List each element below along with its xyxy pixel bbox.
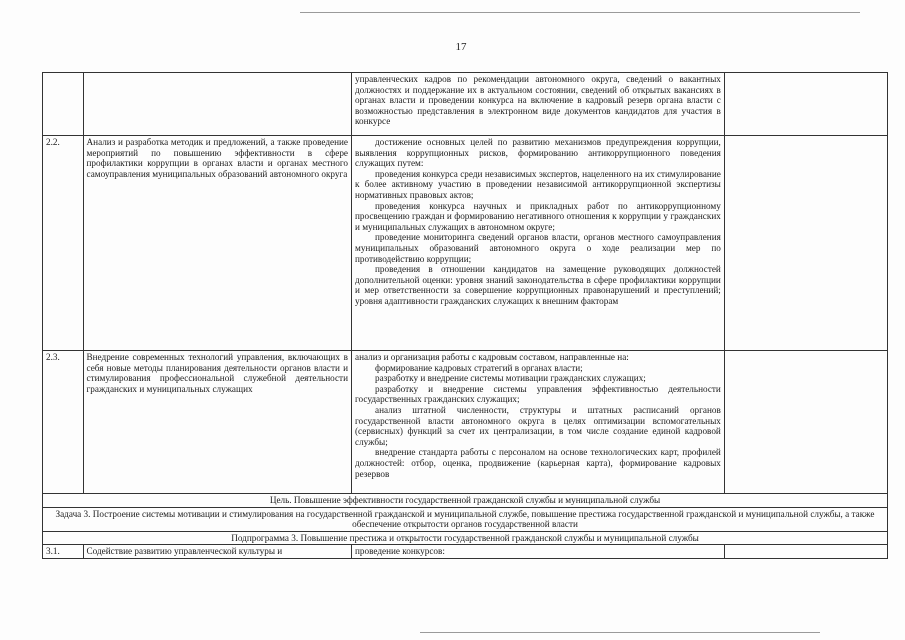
action-paragraph: анализ штатной численности, структуры и штатных расписаний органов государственной власти автономного округа в целях оптимизации вспомогательных (сервисных) функций за счет их централизации, в том числе создание единой кадровой службы; (355, 404, 721, 447)
action-paragraph: проведения конкурса научных и прикладных работ по антикоррупционному просвещению граждан и формированию негативного отношения к коррупции у гражданских и муниципальных служащих в автономном округе; (355, 200, 721, 232)
action-paragraph: формирование кадровых стратегий в органах власти; (375, 362, 583, 373)
goal-row (43, 494, 888, 508)
subprogram-row (43, 531, 888, 545)
measure-name (83, 73, 351, 136)
task-row (43, 507, 888, 531)
measure-actions (352, 351, 725, 494)
table-row-continuation (43, 73, 888, 136)
action-paragraph: разработку и внедрение системы управления эффективностью деятельности государственных гражданских служащих; (355, 383, 721, 405)
row-number: 2.2. (43, 136, 84, 351)
action-paragraph: внедрение стандарта работы с персоналом на основе технологических карт, профилей должностей: отбор, оценка, продвижение (карьерная карта), формирование кадровых резервов (355, 447, 721, 479)
measure-actions (352, 73, 725, 136)
measure-name: Содействие развитию управленческой культуры и (83, 545, 351, 559)
action-paragraph: проведения конкурса среди независимых экспертов, нацеленного на их стимулирование к более активному участию в проведении независимой антикоррупционной экспертизы нормативных правовых актов; (355, 168, 721, 200)
action-paragraph: проведения в отношении кандидатов на замещение руководящих должностей дополнительной оценки: уровня знаний законодательства в сфере профилактики коррупции и мер ответственности за совершение коррупционных правонарушений и преступлений; уровня адаптивности гражданских служащих к внешним факторам (355, 264, 721, 306)
action-paragraph: анализ и организация работы с кадровым составом, направленные на: (355, 352, 629, 362)
program-table (42, 72, 888, 559)
subprogram-heading: Подпрограмма 3. Повышение престижа и открытости государственной гражданской службы и муниципальной службы (43, 531, 888, 545)
action-paragraph: проведение мониторинга сведений органов власти, органов местного самоуправления муниципальных образований автономного округа о ходе реализации мер по противодействию коррупции; (355, 232, 721, 264)
table-row-2-2 (43, 136, 888, 351)
empty-cell (724, 545, 887, 559)
row-number: 3.1. (43, 545, 84, 559)
action-paragraph: разработку и внедрение системы мотивации гражданских служащих; (375, 373, 646, 384)
row-number (43, 73, 84, 136)
empty-cell (724, 73, 887, 136)
scan-edge-bottom (420, 632, 820, 633)
goal-heading: Цель. Повышение эффективности государственной гражданской службы и муниципальной службы (43, 494, 888, 508)
table-row-3-1 (43, 545, 888, 559)
measure-name: Внедрение современных технологий управления, включающих в себя новые методы планирования деятельности органов власти и стимулирования профессиональной служебной деятельности гражданских и муниципальных служащих (83, 351, 351, 494)
scan-edge-top (300, 12, 860, 13)
measure-actions (352, 136, 725, 351)
action-paragraph: достижение основных целей по развитию механизмов предупреждения коррупции, выявления коррупционных рисков, формированию антикоррупционного поведения служащих путем: (355, 137, 721, 169)
page-number: 17 (455, 41, 467, 53)
measure-actions: проведение конкурсов: (352, 545, 725, 559)
table-row-2-3 (43, 351, 888, 494)
row-number: 2.3. (43, 351, 84, 494)
empty-cell (724, 351, 887, 494)
task-heading: Задача 3. Построение системы мотивации и стимулирования на государственной гражданской и муниципальной службе, повышение престижа государственной гражданской и муниципальной службы, а также обеспечение открытости органов государственной власти (43, 507, 888, 531)
measure-name: Анализ и разработка методик и предложений, а также проведение мероприятий по повышению эффективности в сфере профилактики коррупции в органах власти и органах местного самоуправления муниципальных образований автономного округа (83, 136, 351, 351)
action-paragraph: управленческих кадров по рекомендации автономного округа, сведений о вакантных должностях и поддержание их в актуальном состоянии, сведений об открытых вакансиях в органах власти и проведении конкурса на включение в кадровый резерв органа власти с возможностью представления в электронном виде документов кандидатов для участия в конкурсе (355, 74, 721, 127)
empty-cell (724, 136, 887, 351)
